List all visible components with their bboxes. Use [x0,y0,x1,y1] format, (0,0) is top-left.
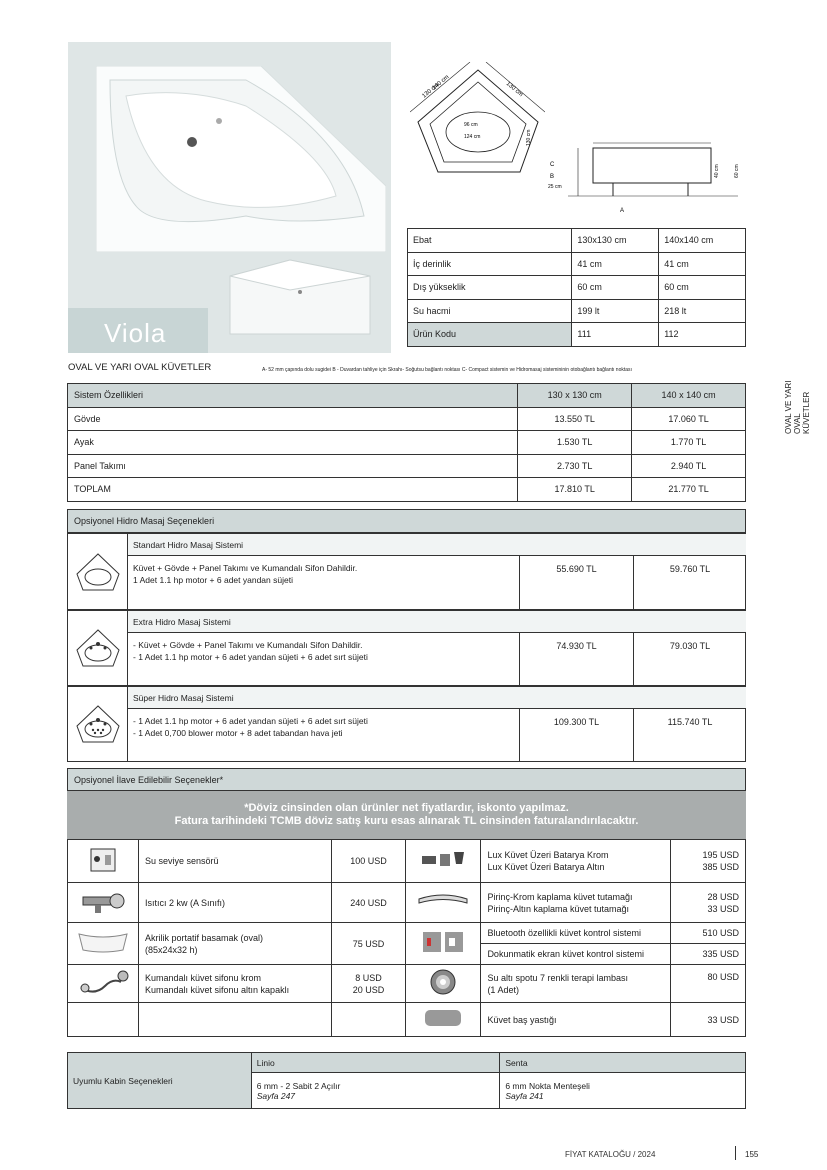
spec-label: Ürün Kodu [408,323,572,347]
cabin-a-desc: 6 mm - 2 Sabit 2 Açılır [256,1080,341,1091]
page-number: 155 [745,1150,759,1159]
addon-price: 240 USD [331,883,406,923]
spec-value: 199 lt [572,299,659,323]
addon-price-line: 385 USD [702,862,739,872]
empty-cell [138,1003,331,1037]
price-row [68,454,746,478]
bathtub-side-photo [220,254,378,346]
spec-value: 140x140 cm [659,229,746,253]
warning-line-1: *Döviz cinsinden olan ürünler net fiyatlardır, iskonto yapılmaz. [244,802,569,814]
addon-label-line: Lux Küvet Üzeri Batarya Altın [487,862,605,872]
addon-label-line: Akrilik portatif basamak (oval) [144,932,264,943]
hydro-price-130: 74.930 TL [519,633,633,686]
addon-price-line: 8 USD [355,972,382,983]
hydro-tub-icon [68,534,128,609]
price-label: TOPLAM [68,478,518,502]
side-view-drawing [548,138,748,218]
spec-row [408,323,746,347]
price-row [68,478,746,502]
hydro-option-name: Süper Hidro Masaj Sistemi [128,687,746,709]
hydro-desc-line: Küvet + Gövde + Panel Takımı ve Kumandalı Sifon Dahildir. [133,563,358,573]
hydro-price-140: 59.760 TL [633,556,746,610]
control-panel-icon [406,923,481,965]
cabin-table [67,1052,746,1109]
hydro-option [67,686,746,762]
marker-a: A [620,208,625,214]
price-value: 140 x 140 cm [632,384,746,408]
hydro-desc-line: - 1 Adet 0,700 blower motor + 8 adet tabandan hava jeti [133,728,343,738]
bathtub-top-photo [96,66,386,252]
price-value: 2.940 TL [632,454,746,478]
spec-value: 111 [572,323,659,347]
price-value: 2.730 TL [518,454,632,478]
price-value: 21.770 TL [632,478,746,502]
addon-price-line: 28 USD [707,891,739,902]
spec-label: İç derinlik [408,252,572,276]
handle-icon [406,883,481,923]
spec-row [408,252,746,276]
addon-label-line: (85x24x32 h) [144,944,198,955]
addon-label [481,840,671,883]
pillow-icon [406,1003,481,1037]
spec-value: 218 lt [659,299,746,323]
section-title: OVAL VE YARI OVAL KÜVETLER [68,362,212,373]
price-label: Gövde [68,407,518,431]
cabin-b-name: Senta [500,1053,746,1073]
spec-table [407,228,746,347]
cabin-a-page-link[interactable]: Sayfa 247 [256,1090,296,1101]
hydro-desc-line: - 1 Adet 1.1 hp motor + 6 adet yandan süjeti + 6 adet sırt süjeti [133,652,368,662]
spec-row [408,229,746,253]
addon-price [331,965,406,1003]
dim-label: 96 cm [464,122,478,128]
addon-price-line: 33 USD [707,903,739,914]
cabin-a-detail [251,1073,500,1109]
addon-price [671,883,746,923]
addon-label: Küvet baş yastığı [481,1003,671,1037]
hydro-section-title: Opsiyonel Hidro Masaj Seçenekleri [67,509,746,533]
addon-label: Bluetooth özellikli küvet kontrol sistemi [481,923,671,944]
price-label: Ayak [68,431,518,455]
addon-label-line: Pirinç-Krom kaplama küvet tutamağı [487,891,633,902]
warning-line-2: Fatura tarihindeki TCMB döviz satış kuru esas alınarak TL cinsinden faturalandırılacaktır. [174,815,639,827]
dim-label: 40 cm [714,164,720,178]
hydro-tub-icon [68,687,128,761]
addon-price: 75 USD [331,923,406,965]
price-value: 130 x 130 cm [518,384,632,408]
siphon-icon [68,965,139,1003]
addon-label [481,883,671,923]
addon-price-line: 20 USD [352,984,385,995]
addon-label-line: Kumandalı küvet sifonu altın kapaklı [144,984,290,995]
hydro-price-140: 79.030 TL [633,633,746,686]
hydro-option [67,610,746,686]
spec-value: 60 cm [572,276,659,300]
price-value: 13.550 TL [518,407,632,431]
hydro-option-desc [128,709,519,762]
cabin-b-desc: 6 mm Nokta Menteşeli [505,1080,590,1091]
hydro-price-140: 115.740 TL [633,709,746,762]
price-value: 1.530 TL [518,431,632,455]
empty-cell [331,1003,406,1037]
hydro-option [67,533,746,610]
catalog-footer: FİYAT KATALOĞU / 2024 [565,1150,656,1159]
addon-label-line: Kumandalı küvet sifonu krom [144,972,262,983]
price-header-row [68,384,746,408]
addon-price [671,840,746,883]
addon-price: 33 USD [671,1003,746,1037]
spec-label: Dış yükseklik [408,276,572,300]
price-table [67,383,746,502]
spec-label: Su hacmi [408,299,572,323]
price-row [68,407,746,431]
addon-label [138,923,331,965]
spec-value: 130x130 cm [572,229,659,253]
addon-label: Su seviye sensörü [138,840,331,883]
spec-label: Ebat [408,229,572,253]
spec-row [408,276,746,300]
addon-price: 80 USD [671,965,746,1003]
addon-label-line: Su altı spotu 7 renkli terapi lambası [487,972,629,983]
cabin-a-name: Linio [251,1053,500,1073]
cabin-title: Uyumlu Kabin Seçenekleri [68,1053,252,1109]
footer-divider [735,1146,736,1160]
addon-label [481,965,671,1003]
empty-cell [68,1003,139,1037]
dim-label: 130 cm [526,129,532,146]
spec-value: 112 [659,323,746,347]
price-value: 1.770 TL [632,431,746,455]
addon-label: Dokunmatik ekran küvet kontrol sistemi [481,944,671,965]
spec-value: 41 cm [572,252,659,276]
connection-note: A- 52 mm çapında dolu sugidei B - Duvardan tahliye için Skrahı- Soğutsu bağlantı noktası C- Compact sistemin ve Hidromasaj sistemininin otobağlantı bağlantı noktası [262,367,632,373]
hydro-price-130: 109.300 TL [519,709,633,762]
currency-warning [67,791,746,839]
spec-value: 41 cm [659,252,746,276]
price-label: Panel Takımı [68,454,518,478]
hydro-desc-line: 1 Adet 1.1 hp motor + 6 adet yandan süjeti [133,575,293,585]
dim-label: 124 cm [464,134,481,140]
heater-icon [68,883,139,923]
addon-price-line: 195 USD [702,850,739,860]
hydro-desc-line: - Küvet + Gövde + Panel Takımı ve Kumandalı Sifon Dahildir. [133,640,363,650]
price-row [68,431,746,455]
side-tab: OVAL VE YARI OVAL KÜVETLER [784,380,811,434]
addons-section-title: Opsiyonel İlave Edilebilir Seçenekler* [67,768,746,791]
hydro-option-desc [128,556,519,610]
dim-label: 130 cm [421,82,441,100]
spec-value: 60 cm [659,276,746,300]
dim-label: 140 cm [431,74,451,92]
hydro-price-130: 55.690 TL [519,556,633,610]
price-value: 17.810 TL [518,478,632,502]
product-name: Viola [104,318,167,348]
addon-label: Isıtıcı 2 kw (A Sınıfı) [138,883,331,923]
price-value: 17.060 TL [632,407,746,431]
cabin-b-detail [500,1073,746,1109]
addon-price: 100 USD [331,840,406,883]
marker-b: B [550,174,555,180]
addon-price: 510 USD [671,923,746,944]
addons-table [67,839,746,1037]
hydro-option-name: Extra Hidro Masaj Sistemi [128,611,746,633]
price-label: Sistem Özellikleri [68,384,518,408]
cabin-b-page-link[interactable]: Sayfa 241 [505,1090,544,1101]
addon-label-line: Lux Küvet Üzeri Batarya Krom [487,850,609,860]
step-icon [68,923,139,965]
marker-c: C [550,162,555,168]
hydro-option-name: Standart Hidro Masaj Sistemi [128,534,746,556]
addon-label-line: (1 Adet) [487,984,519,995]
addon-price: 335 USD [671,944,746,965]
faucet-icon [406,840,481,883]
dim-label: 130 cm [504,80,524,99]
hydro-desc-line: - 1 Adet 1.1 hp motor + 6 adet yandan süjeti + 6 adet sırt süjeti [133,716,368,726]
addon-label [138,965,331,1003]
hydro-tub-icon [68,611,128,685]
top-view-drawing [410,62,545,184]
hydro-option-desc [128,633,519,686]
dim-label: 25 cm [548,184,562,190]
addon-label-line: Pirinç-Altın kaplama küvet tutamağı [487,903,629,914]
water-sensor-icon [68,840,139,883]
spec-row [408,299,746,323]
dim-label: 60 cm [734,164,740,178]
spotlight-icon [406,965,481,1003]
